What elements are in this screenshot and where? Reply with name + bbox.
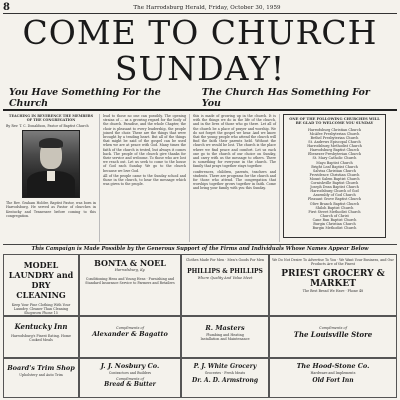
article-body <box>3 114 397 242</box>
church-list <box>286 128 383 230</box>
church-list-item: Shiloh Baptist Church <box>315 205 354 210</box>
ad-bonta-noel <box>79 254 181 316</box>
ad-text: We Do Not Desire To Advertise To You · We Want Your Business, and Our Products Are of the Finest <box>272 258 394 267</box>
ad-kentucky-inn <box>3 316 79 358</box>
church-list-item: Pleasant Grove Baptist Church <box>307 197 362 202</box>
sponsor-line: This Campaign is Made Possible by the Generous Support of the Firms and Individuals Whose Names Appear Below <box>3 244 397 252</box>
ad-text: Keep Your Fine Clothing With Your Laundry. Cleaner Than Cleaning Shopworn Phone 15 <box>11 303 71 316</box>
article-text-first: All of the people came to the Sunday school and those in the church, to hear the message which was given to the people. <box>103 173 186 187</box>
tagline-left: You Have Something For the Church <box>9 87 161 109</box>
church-list-item: St. Mary Catholic Church <box>312 156 357 161</box>
ad-name: BONTA & NOEL <box>94 258 166 268</box>
ad-name-armstrong: Dr. A. D. Armstrong <box>191 377 259 385</box>
church-list-item: Church of Christ <box>320 213 349 218</box>
ad-name: Kentucky Inn <box>14 322 68 331</box>
ad-masters <box>181 316 269 358</box>
church-list-item: Olive Branch Baptist Church <box>309 201 360 206</box>
ad-phillips <box>181 254 269 316</box>
ad-alexander <box>79 316 181 358</box>
article-heading: TEACHING IN REVERENCE THE MEMBERS OF THE CONGREGATION <box>8 114 94 122</box>
church-directory <box>283 114 386 238</box>
page-number: 8 <box>3 2 10 13</box>
church-list-item: St. Andrews Episcopal Church <box>308 140 361 145</box>
ad-text: Harrodsburg's Finest Eating. Home Cooked Meals <box>11 334 71 343</box>
ad-text: Contractors and Builders <box>108 371 152 375</box>
ad-name: PRIEST GROCERY & MARKET <box>281 269 385 290</box>
article-text-cont: conferences, children, parents, teachers and students. There are programs for the church and for those who attend. The congregation that worships together grows together in faith. Come and bring your family with you this Sunday. <box>193 169 276 191</box>
church-list-item: Burgin Methodist Church <box>312 226 357 231</box>
ad-sub: The Best Bread We Have · Phone 48 <box>302 289 364 294</box>
church-list-item: Cornishville Baptist Church <box>310 181 359 186</box>
ad-sub: Harrodsburg, Ky. <box>114 268 146 272</box>
church-list-item: Joseph Dean Baptist Church <box>310 185 359 190</box>
church-list-item: Harrodsburg Church of God <box>310 189 359 194</box>
ad-name: The Hood-Stone Co. <box>296 362 370 370</box>
taglines <box>3 87 397 111</box>
ad-name: J. J. Nosbury Co. <box>100 362 160 370</box>
article-text: lead to those no one can possibly. The opening strains of ... as a growing regard for the body of the church. Paradise, and the whole Chapter, the choir is pleasant to every leadership, the people joined the choir. These are the things that were brought by a tending heart. But all of the things that might be said of the gospel can be used when we are at peace with God. Many times the faith of the church is tested, but always it comes back. The people of the church give thanks for their service and welcome. To those who are lost we reach out. Let us seek to come to the house of God each Sunday. We go to the church because we love God. <box>103 114 186 173</box>
ad-name-old-fort: Old Fort Inn <box>312 377 354 385</box>
church-list-item: Mount Salem Baptist Church <box>309 176 360 181</box>
church-list-item: Burgin Christian Church <box>313 221 356 226</box>
church-list-item: Ebenezer Presbyterian Church <box>307 152 362 157</box>
church-list-item: Cane Run Baptist Church <box>312 217 357 222</box>
church-directory-heading: ONE OF THE FOLLOWING CHURCHES WILL BE GLAD TO WELCOME YOU SUNDAY <box>289 117 380 126</box>
church-list-item: Harrodsburg Christian Church <box>307 127 361 132</box>
column-2 <box>99 114 189 242</box>
ad-sub: Plumbing and Heating <box>206 333 244 337</box>
ad-text: Conditioning Hens and Young Hens · Furnishing and Standard Insurance Service to Farmers and Retailers <box>85 277 175 286</box>
church-list-item: Harrodsburg Methodist Church <box>307 144 362 149</box>
ad-name: MODEL LAUNDRY and DRY CLEANING <box>8 260 74 300</box>
ad-name: PHILLIPS & PHILLIPS <box>187 268 263 276</box>
church-list-item: Harrodsburg Baptist Church <box>309 148 360 153</box>
page-headline: COME TO CHURCH SUNDAY! <box>22 13 378 88</box>
column-4 <box>279 114 389 242</box>
church-list-item: First Street Methodist Church <box>308 209 361 214</box>
ad-priest-grocery <box>269 254 397 316</box>
church-list-item: Bright Leaf Baptist Church <box>311 164 358 169</box>
ad-text: Hardware and Implements <box>310 371 356 375</box>
church-list-item: Assembly of God Church <box>313 193 356 198</box>
column-1 <box>3 114 99 242</box>
church-list-item: Providence Christian Church <box>309 172 360 177</box>
article-byline: By Rev. T. C. Donaldson, Pastor of Baptist Church <box>6 124 89 128</box>
church-list-item: McAfee Presbyterian Church <box>309 131 360 136</box>
ad-model-laundry <box>3 254 79 316</box>
church-list-item: Mayo Baptist Church <box>316 160 353 165</box>
tagline-right: The Church Has Something For You <box>201 87 370 109</box>
ad-name-bread: Bread & Butter <box>104 381 156 389</box>
ad-name: The Louisville Store <box>293 330 373 340</box>
ad-louisville-store <box>269 316 397 358</box>
ad-text: Clothes Made For Men · Men's Goods For Men <box>185 258 265 262</box>
portrait-caption: The Rev. Graham Holder, Baptist Pastor, was born in Harrodsburg. He served as Pastor of churches in Kentucky and Tennessee before coming to this congregation. <box>6 201 96 218</box>
ad-compliments: Compliments of <box>319 326 347 330</box>
ad-sub: Where Quality And Value Meet <box>197 276 253 281</box>
pastor-portrait <box>22 130 80 198</box>
ad-text: Upholstery and Auto Trim <box>19 373 63 377</box>
ad-compliments: Compliments of <box>116 326 144 330</box>
ad-text: Installation and Maintenance <box>200 337 250 342</box>
ad-boards-trim <box>3 358 79 398</box>
ad-compliments: Compliments of <box>116 377 144 382</box>
paper-line: The Harrodsburg Herald, Friday, October 30, 1959 <box>133 4 281 11</box>
church-list-item: Salvisa Christian Church <box>313 168 356 173</box>
ad-name: P. J. White Grocery <box>193 363 257 370</box>
ad-hood-stone <box>269 358 397 398</box>
church-list-item: Bethel Presbyterian Church <box>310 136 359 140</box>
ad-nsbury <box>79 358 181 398</box>
ad-name: Board's Trim Shop <box>7 364 75 372</box>
column-3 <box>189 114 279 242</box>
article-text: this is made of growing up in the church. It is with the things we do in the life of the church, and in the lives of those who go there. Let all of the church be a place of prayer and worship. We do not forget the gospel we hear. And we know that the young people who attend the church will find the faith their parents held. Without the church we would be lost. The church is the place where we find peace and comfort. Let us each one go to the church of our choice on Sunday, and carry with us the message to others. There is something for everyone in the church. The family that prays together stays together. <box>193 114 276 169</box>
ad-name: Alexander & Bagatto <box>92 330 168 339</box>
ad-text: Groceries · Fresh Meats <box>204 371 246 375</box>
ad-pjwhite <box>181 358 269 398</box>
ad-name: R. Masters <box>205 324 245 332</box>
ads-grid <box>3 254 397 398</box>
